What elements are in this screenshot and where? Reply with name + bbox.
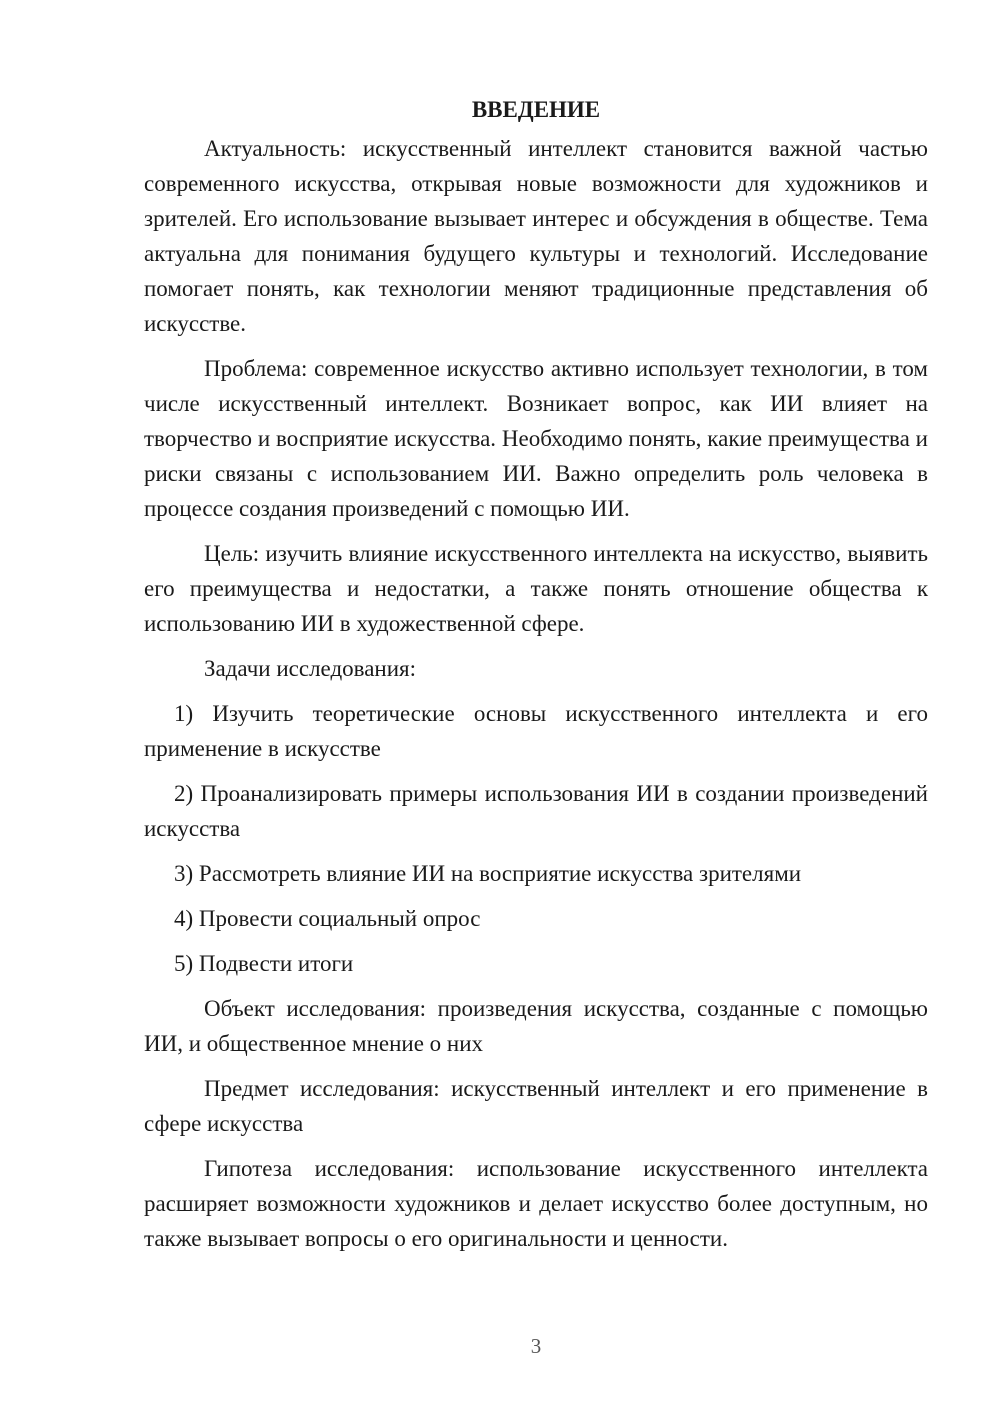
paragraph-hypothesis: Гипотеза исследования: использование искусственного интеллекта расширяет возможности художников и делает искусство более доступным, но также вызывает вопросы о его оригинальности и ценности. — [144, 1156, 928, 1251]
task-item-2: 2) Проанализировать примеры использования ИИ в создании произведений искусства — [144, 781, 928, 841]
page-content — [144, 92, 928, 1256]
paragraph-subject: Предмет исследования: искусственный интеллект и его применение в сфере искусства — [144, 1076, 928, 1136]
task-item-4: 4) Провести социальный опрос — [174, 906, 481, 931]
page-title: ВВЕДЕНИЕ — [471, 97, 601, 122]
paragraph-problem: Проблема: современное искусство активно использует технологии, в том числе искусственный интеллект. Возникает вопрос, как ИИ влияет на творчество и восприятие искусства. Необходимо понять, какие преимущества и риски связаны с использованием ИИ. Важно определить роль человека в процессе создания произведений с помощью ИИ. — [144, 356, 928, 521]
paragraph-tasks-heading: Задачи исследования: — [204, 656, 417, 681]
paragraph-relevance: Актуальность: искусственный интеллект становится важной частью современного искусства, открывая новые возможности для художников и зрителей. Его использование вызывает интерес и обсуждения в обществе. Тема актуальна для понимания будущего культуры и технологий. Исследование помогает понять, как технологии меняют традиционные представления об искусстве. — [144, 136, 928, 336]
task-item-3: 3) Рассмотреть влияние ИИ на восприятие искусства зрителями — [174, 861, 802, 886]
paragraph-goal: Цель: изучить влияние искусственного интеллекта на искусство, выявить его преимущества и недостатки, а также понять отношение общества к использованию ИИ в художественной сфере. — [144, 541, 928, 636]
task-item-1: 1) Изучить теоретические основы искусственного интеллекта и его применение в искусстве — [144, 701, 928, 761]
paragraph-object: Объект исследования: произведения искусства, созданные с помощью ИИ, и общественное мнение о них — [144, 996, 928, 1056]
page-number: 3 — [530, 1334, 542, 1358]
task-item-5: 5) Подвести итоги — [174, 951, 354, 976]
